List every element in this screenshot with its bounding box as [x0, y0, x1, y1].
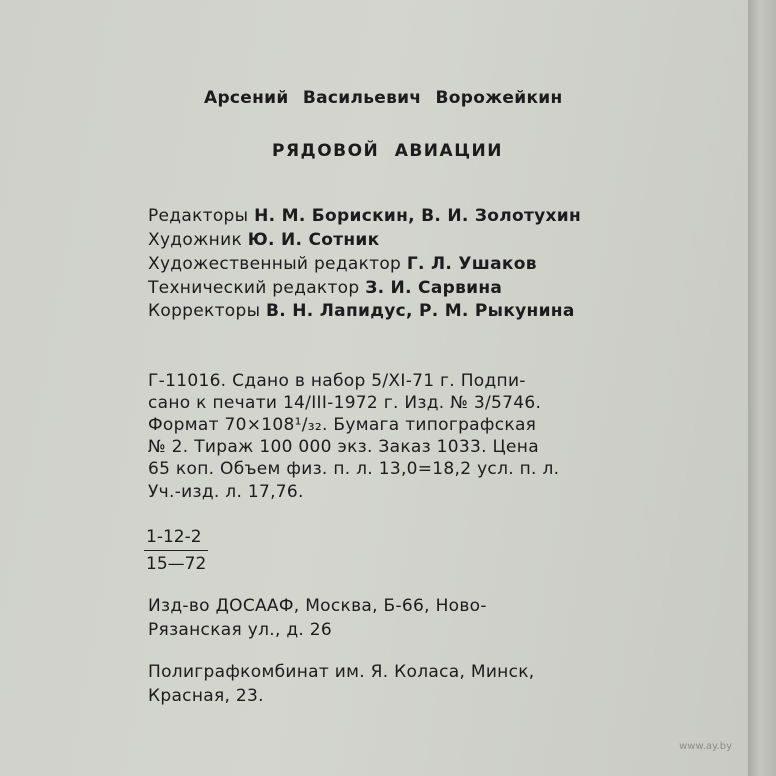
index-code	[144, 527, 208, 574]
imprint-line: Уч.-изд. л. 17,76.	[148, 482, 304, 502]
imprint-line: 65 коп. Объем физ. п. л. 13,0=18,2 усл. п. л.	[148, 459, 560, 479]
credit-line-artist	[148, 230, 379, 250]
credit-line-art-editor	[148, 254, 537, 274]
credit-names: Ю. И. Сотник	[247, 230, 380, 250]
imprint-line: Г-11016. Сдано в набор 5/XI-71 г. Подпи-	[148, 371, 526, 391]
book-title: РЯДОВОЙ АВИАЦИИ	[272, 141, 503, 161]
imprint-line: Формат 70×108¹/₃₂. Бумага типографская	[148, 415, 537, 435]
credit-line-proofreaders	[148, 301, 575, 321]
credit-role: Корректоры	[148, 301, 261, 321]
author-name: Арсений Васильевич Ворожейкин	[204, 88, 563, 108]
credit-role: Художник	[148, 230, 243, 250]
credit-names: В. Н. Лапидус, Р. М. Рыкунина	[266, 301, 575, 321]
publisher-line: Рязанская ул., д. 26	[148, 620, 333, 640]
credit-names: З. И. Сарвина	[365, 278, 503, 298]
index-code-numerator: 1-12-2	[146, 527, 202, 547]
publisher-line: Изд-во ДОСААФ, Москва, Б-66, Ново-	[148, 596, 487, 616]
fraction-bar	[144, 550, 208, 551]
watermark: www.ay.by	[679, 741, 732, 752]
credit-names: Г. Л. Ушаков	[406, 254, 537, 274]
credit-line-tech-editor	[148, 278, 502, 298]
imprint-line: сано к печати 14/III-1972 г. Изд. № 3/5746.	[148, 393, 542, 413]
credit-role: Технический редактор	[148, 278, 360, 298]
imprint-line: № 2. Тираж 100 000 экз. Заказ 1033. Цена	[148, 437, 539, 457]
credit-role: Художественный редактор	[148, 254, 402, 274]
printer-line: Полиграфкомбинат им. Я. Коласа, Минск,	[148, 662, 535, 682]
credit-role: Редакторы	[148, 206, 249, 226]
page-edge	[748, 0, 776, 776]
index-code-denominator: 15—72	[146, 554, 207, 574]
credit-line-editors	[148, 206, 581, 226]
printer-line: Красная, 23.	[148, 686, 264, 706]
credit-names: Н. М. Борискин, В. И. Золотухин	[254, 206, 582, 226]
